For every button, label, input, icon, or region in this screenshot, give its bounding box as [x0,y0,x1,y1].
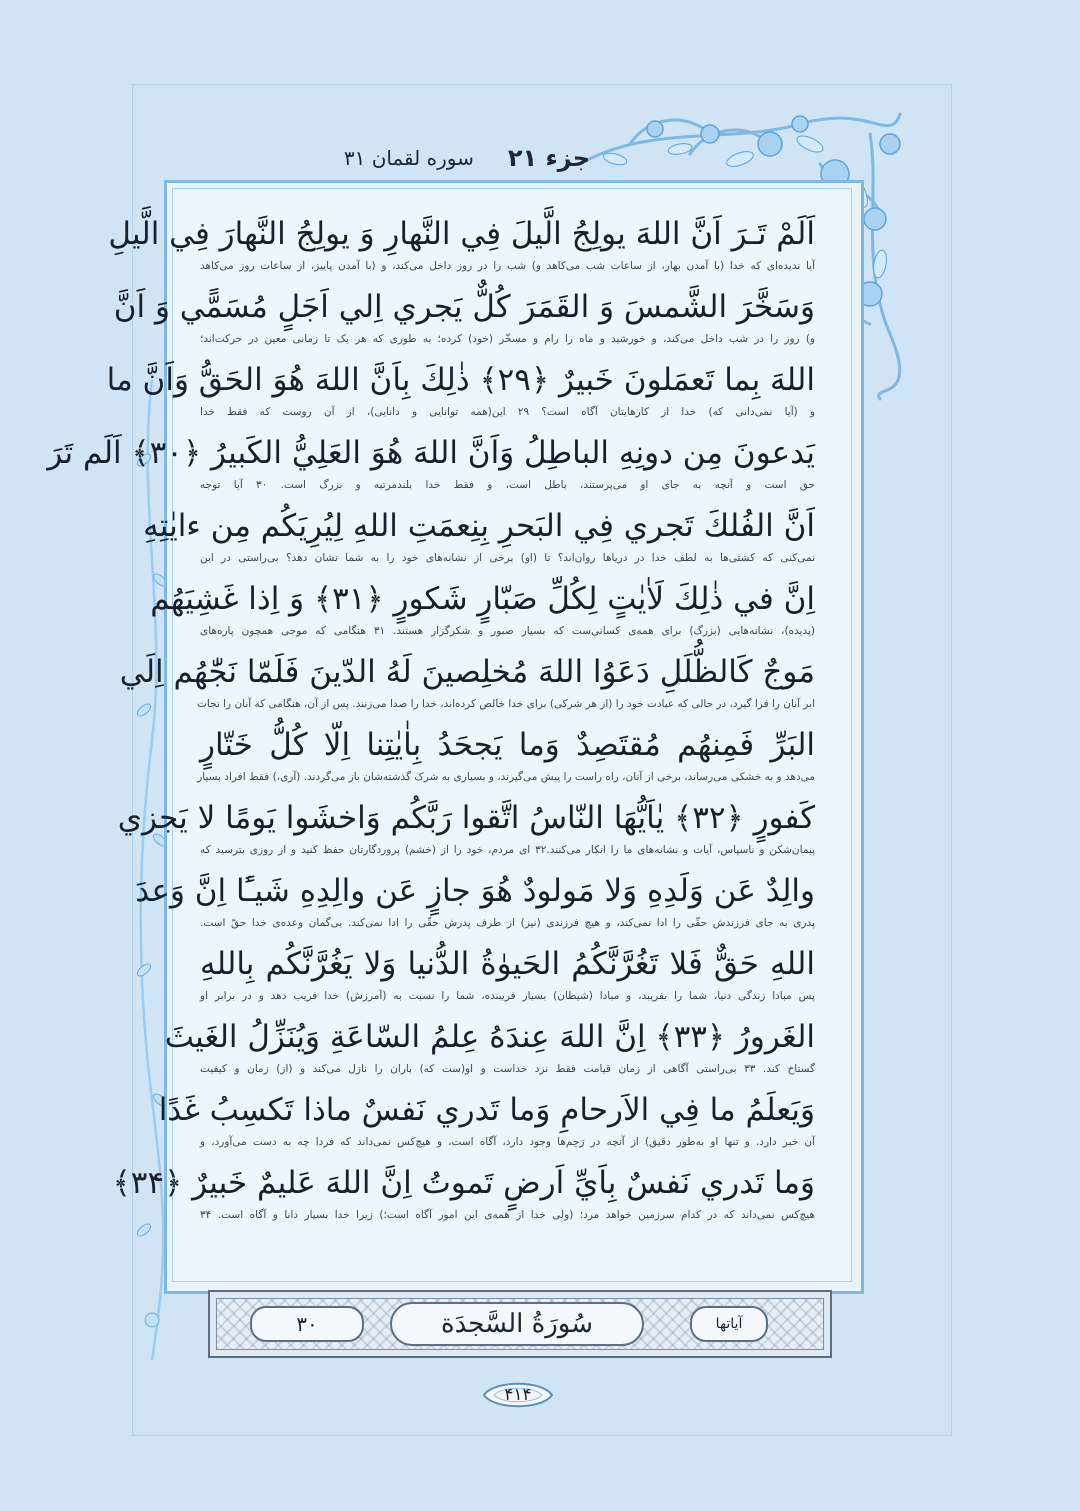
translation-line: پس مبادا زندگی دنیا، شما را بفریبد، و مبادا (شیطان) بسیار فریبنده، شما را نسبت به (آمرزش) خدا فریب دهد و در برابر او [200,990,815,1002]
translation-line: آیا ندیده‌ای که خدا (با آمدن بهار، از ساعات شب می‌کاهد و) شب را در روز داخل می‌کند، و (با آمدن پاییز، از ساعات روز می‌کاهد [200,260,815,272]
arabic-line: يَدعونَ مِن دونِهِ الباطِلُ وَاَنَّ اللهَ هُوَ العَلِيُّ الكَبيرُ ﴿۳۰﴾ اَلَم تَرَ [47,435,815,471]
verse-line [113,283,815,356]
translation-line: می‌دهد و به خشکی می‌رساند، برخی از آنان، راه راست را پیش می‌گیرند، و بسیاری به شرک گذشته‌شان باز می‌گردند. (آری،) فقط افراد بسیار [197,771,815,783]
juz-label: جزء ۲۱ [507,144,590,172]
page-header [290,138,590,178]
translation-line: و) روز را در شب داخل می‌کند، و خورشید و ماه را رام و مسخّر (خود) کرده؛ به طوری که هر یک تا زمانی معین در حرکت‌اند؛ [200,333,815,345]
verse-line [197,721,815,794]
verse-line [47,429,815,502]
verse-line [164,1013,815,1086]
verse-line [158,1086,815,1159]
arabic-line: كَفورٍ ﴿۳۲﴾ يٰاَيُّهَا النّاسُ اتَّقوا رَبَّكُم وَاخشَوا يَومًا لا يَجزي [117,800,815,836]
arabic-line: البَرِّ فَمِنهُم مُقتَصِدٌ وَما يَجحَدُ بِاٰيٰتِنا اِلّا كُلُّ خَتّارٍ [200,727,815,763]
verse-line [200,940,815,1013]
arabic-line: الغَرورُ ﴿۳۳﴾ اِنَّ اللهَ عِندَهُ عِلمُ السّاعَةِ وَيُنَزِّلُ الغَيثَ [164,1019,815,1055]
surah-name: سُورَةُ السَّجدَة [390,1302,644,1346]
arabic-line: اَنَّ الفُلكَ تَجري فِي البَحرِ بِنِعمَتِ اللهِ لِيُرِيَكُم مِن ءايٰتِهِ [143,508,815,544]
translation-line: پیمان‌شکن و ناسپاس، آیات و نشانه‌های ما را انکار می‌کنند.۳۲ ای مردم، خود را از (خشم) پروردگارتان حفظ کنید و از روزی بترسید که [200,844,815,856]
verse-line [106,356,815,429]
translation-line: پدری به جای فرزندش حقّی را ادا نمی‌کند، و هیچ فرزندی (نیز) از طرف پدرش حقّی را ادا نمی‌کند. بی‌گمان وعده‌ی خدا حقّ است. [200,917,815,929]
arabic-line: وَيَعلَمُ ما فِي الاَرحامِ وَما تَدري نَفسٌ ماذا تَكسِبُ غَدًا [158,1092,815,1128]
arabic-line: وَما تَدري نَفسٌ بِاَيِّ اَرضٍ تَموتُ اِنَّ اللهَ عَليمٌ خَبيرٌ ﴿۳۴﴾ [112,1165,815,1201]
verse-line [150,575,816,648]
verse-line [143,502,815,575]
arabic-line: اللهِ حَقٌّ فَلا تَغُرَّنَّكُمُ الحَيوٰةُ الدُّنيا وَلا يَغُرَّنَّكُم بِاللهِ [200,946,815,982]
arabic-line: اَلَمْ تَـرَ اَنَّ اللهَ يولِجُ الَّيلَ فِي النَّهارِ وَ يولِجُ النَّهارَ فِي الَّيلِ [108,216,815,252]
verse-line [112,1159,815,1232]
translation-line: گستاخ کند. ۳۳ بی‌راستی آگاهی از زمان قیامت فقط نزد خداست و او(ست که) باران را نازل می‌کند و (از) زمان و کیفیت [200,1063,815,1075]
translation-line: حق است و آنچه به جای او می‌پرستند، باطل است، و فقط خدا بلندمرتبه و بزرگ است. ۳۰ آیا توجه [200,479,815,491]
translation-line: ابر آنان را فرا گیرد، در حالی که عبادت خود را (از هر شرکی) برای خدا خالص کرده‌اند، خدا را صدا می‌زنند. پس از آن، هنگامی که آنان را نجات [197,698,815,710]
arabic-line: مَوجٌ كَالظُّلَلِ دَعَوُا اللهَ مُخلِصينَ لَهُ الدّينَ فَلَمّا نَجّٰهُم اِلَي [119,654,815,690]
verse-count-label: آیاتها [690,1306,768,1342]
arabic-line: والِدٌ عَن وَلَدِهِ وَلا مَولودٌ هُوَ جازٍ عَن والِدِهِ شَيـًٔا اِنَّ وَعدَ [135,873,815,909]
arabic-line: اِنَّ في ذٰلِكَ لَاٰيٰتٍ لِكُلِّ صَبّارٍ شَكورٍ ﴿۳۱﴾ وَ اِذا غَشِيَهُم [150,581,815,617]
surah-title-banner [208,1290,832,1358]
verse-line [135,867,815,940]
translation-line: نمی‌کنی که کشتی‌ها به لطف خدا در دریاها روان‌اند؟ تا (او) برخی از نشانه‌های خود را به شما نشان دهد؟ بی‌راستی در این [200,552,815,564]
surah-header-label: سوره لقمان ۳۱ [343,146,474,170]
page-number: ۴۱۴ [504,1385,532,1405]
translation-line: و (آیا نمی‌دانی که) خدا از کارهایتان آگاه است؟ ۲۹ این(همه توانایی و دانایی)، از آن روست که فقط خدا [200,406,815,418]
arabic-line: وَسَخَّرَ الشَّمسَ وَ القَمَرَ كُلٌّ يَجري اِلي اَجَلٍ مُسَمًّي وَ اَنَّ [113,289,815,325]
translation-line: آن خبر دارد. و تنها او به‌طور دقیق) از آنچه در رَحِم‌ها وجود دارد، آگاه است، و هیچ‌کس نمی‌داند که فردا چه به دست می‌آورد، و [200,1136,815,1148]
quran-text [47,210,816,1232]
verse-line [119,648,815,721]
arabic-line: اللهَ بِما تَعمَلونَ خَبيرٌ ﴿۲۹﴾ ذٰلِكَ بِاَنَّ اللهَ هُوَ الحَقُّ وَاَنَّ ما [106,362,815,398]
verse-count: ۳۰ [250,1306,364,1342]
verse-line [117,794,815,867]
page-number-badge [480,1378,556,1412]
translation-line: (پدیده)، نشانه‌هایی (بزرگ) برای همه‌ی کسانی‌ست که بسیار صبور و شکرگزار هستند. ۳۱ هنگامی که موجی همچون پاره‌های [200,625,816,637]
translation-line: هیچ‌کس نمی‌داند که در کدام سرزمین خواهد مرد؛ (ولی خدا از همه‌ی این امور آگاه است؛) زیرا خدا بسیار دانا و آگاه است. ۳۴ [200,1209,815,1221]
verse-line [108,210,815,283]
